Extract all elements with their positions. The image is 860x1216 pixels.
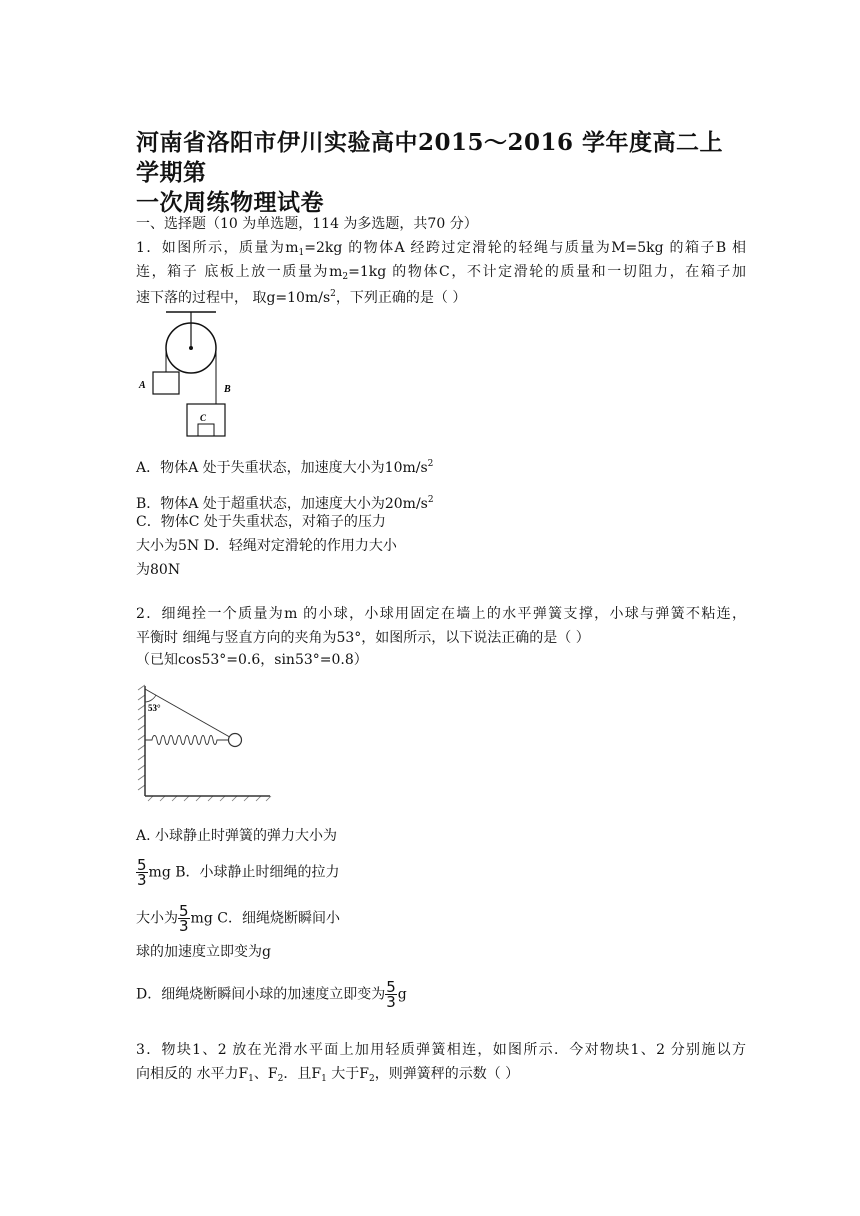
q1-line3-a: 速下落的过程中， 取g=10m/s: [136, 290, 331, 306]
frac-den: 3: [386, 993, 396, 1011]
q2-option-a-tail: mg B．小球静止时细绳的拉力: [148, 864, 340, 881]
exam-title: [136, 128, 746, 218]
frac-den: 3: [179, 917, 189, 935]
label-b: B: [224, 384, 231, 395]
q1-line3: [136, 284, 466, 308]
q3-line2-b: 、F: [253, 1066, 278, 1082]
q1-line1-a: 1．如图所示，质量为m: [136, 240, 299, 256]
q1-line2-sub: 2: [342, 272, 349, 282]
exam-title-line1: 河南省洛阳市伊川实验高中2015～2016 学年度高二上学期第: [136, 129, 724, 186]
q1-line1-sub: 1: [298, 248, 305, 258]
q3-line2-d: 大于F: [326, 1066, 369, 1082]
frac-den: 3: [137, 871, 147, 889]
q1-line2-a: 连，箱子 底板上放一质量为m: [136, 264, 343, 280]
frac-num: 5: [386, 978, 396, 996]
q3-line2-c: ．且F: [283, 1066, 322, 1082]
q1-option-b-text: B．物体A 处于超重状态，加速度大小为20m/s: [136, 496, 428, 512]
q3-sub1: 1: [248, 1074, 254, 1084]
q2-line2: 平衡时 细绳与竖直方向的夹角为53°，如图所示，以下说法正确的是（ ）: [136, 630, 590, 646]
q2-option-a-b: [136, 858, 340, 887]
spring-coil: [145, 736, 228, 745]
q1-option-c: C．物体C 处于失重状态，对箱子的压力: [136, 514, 386, 530]
spring-figure: [136, 684, 276, 804]
q1-option-a-sup: 2: [427, 459, 434, 469]
wall-hatch: [138, 685, 145, 790]
q1-option-d-end: 为80N: [136, 562, 181, 578]
q1-option-b-sup: 2: [427, 495, 434, 505]
q2-option-c-end: 球的加速度立即变为g: [136, 944, 271, 960]
block-c: [198, 424, 214, 436]
pulley-axle: [189, 346, 193, 350]
q1-line3-b: ，下列正确的是（ ）: [335, 290, 467, 306]
block-a: [153, 372, 179, 394]
q2-option-d-text: D．细绳烧断瞬间小球的加速度立即变为: [136, 986, 386, 1003]
q1-line1: [136, 238, 746, 263]
label-c: C: [200, 413, 207, 423]
string-line: [145, 689, 235, 740]
q3-sub2: 2: [277, 1074, 284, 1084]
frac-num: 5: [137, 856, 147, 874]
label-a: A: [139, 380, 146, 391]
q3-line2-a: 向相反的 水平力F: [136, 1066, 249, 1082]
section-heading: 一、选择题（10 为单选题，114 为多选题，共70 分）: [136, 216, 478, 232]
pulley-figure: [136, 308, 246, 440]
q2-option-b-tail: mg C．细绳烧断瞬间小: [190, 910, 340, 927]
q1-line1-b: =2kg 的物体A 经跨过定滑轮的轻绳与质量为M=5kg 的箱子B 相: [304, 240, 746, 256]
exam-title-line2: 一次周练物理试卷: [136, 189, 324, 216]
angle-label: 53°: [148, 703, 161, 713]
q1-option-c-d: 大小为5N D．轻绳对定滑轮的作用力大小: [136, 538, 397, 554]
q1-option-a-text: A．物体A 处于失重状态，加速度大小为10m/s: [136, 460, 428, 476]
q1-option-a: [136, 454, 433, 478]
q2-option-b-head: 大小为: [136, 910, 178, 927]
q2-option-a: A. 小球静止时弹簧的弹力大小为: [136, 828, 338, 844]
q1-line3-sup: 2: [330, 289, 336, 299]
q2-line1: 2．细绳拴一个质量为m 的小球，小球用固定在墙上的水平弹簧支撑，小球与弹簧不粘连，: [136, 606, 746, 622]
ball: [229, 734, 242, 747]
frac-num: 5: [179, 902, 189, 920]
fraction-5-3-a: [136, 858, 148, 887]
fraction-5-3-d: [385, 980, 397, 1009]
q2-option-b-c: [136, 904, 340, 933]
angle-arc: [145, 695, 156, 702]
q3-line1: 3．物块1、2 放在光滑水平面上加用轻质弹簧相连，如图所示．今对物块1、2 分别施以方: [136, 1042, 746, 1058]
q2-line3: （已知cos53°=0.6，sin53°=0.8）: [136, 652, 368, 668]
q2-option-d: [136, 980, 407, 1009]
q1-line2-b: =1kg 的物体C，不计定滑轮的质量和一切阻力，在箱子加: [348, 264, 746, 280]
q2-option-d-tail: g: [397, 986, 407, 1003]
q1-option-b: [136, 490, 434, 514]
fraction-5-3-b: [178, 904, 190, 933]
q3-sub3: 1: [321, 1074, 327, 1084]
q3-line2-e: ，则弹簧秤的示数（ ）: [374, 1066, 520, 1082]
q3-sub4: 2: [368, 1074, 375, 1084]
q3-line2: [136, 1064, 519, 1089]
